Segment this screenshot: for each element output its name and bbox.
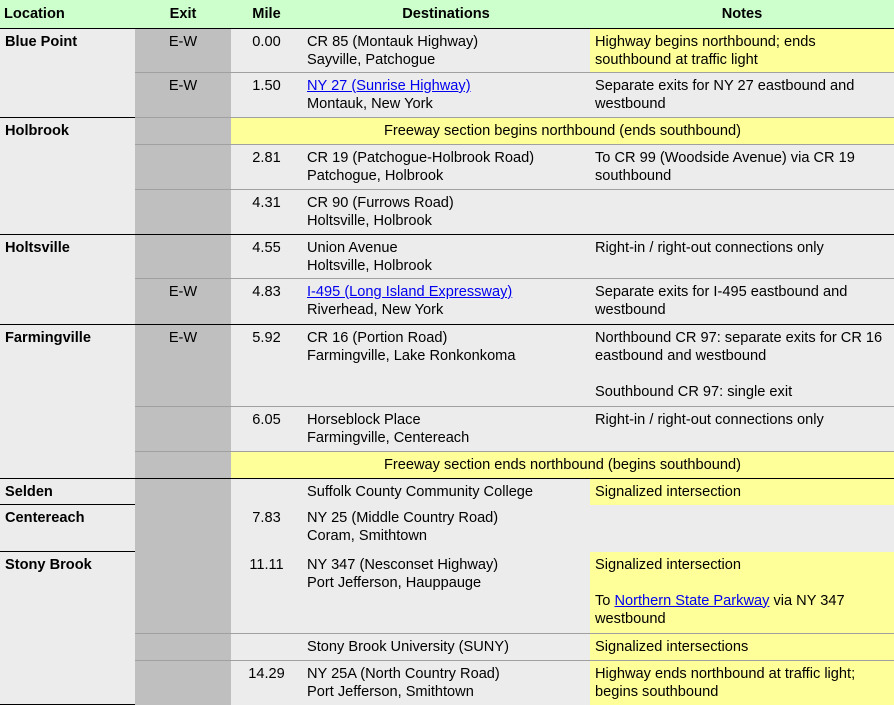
table-row	[0, 73, 894, 118]
notes-southbound: Southbound CR 97: single exit	[595, 384, 793, 400]
header-location: Location	[0, 0, 135, 29]
header-row	[0, 0, 894, 29]
destinations-cell	[302, 279, 590, 325]
destination-road: NY 25 (Middle Country Road)	[307, 509, 499, 526]
notes-cell: Separate exits for I-495 eastbound and westbound	[590, 279, 894, 325]
exit-cell	[135, 505, 231, 552]
destination-road: CR 85 (Montauk Highway)	[307, 34, 479, 50]
northern-state-parkway-link[interactable]: Northern State Parkway	[614, 592, 770, 609]
destinations-cell	[302, 505, 590, 552]
freeway-ends-note: Freeway section ends northbound (begins southbound)	[231, 452, 894, 479]
notes-cell: Separate exits for NY 27 eastbound and westbound	[590, 73, 894, 118]
exit-cell	[135, 407, 231, 452]
destinations-cell	[302, 29, 590, 73]
destination-places: Holtsville, Holbrook	[307, 258, 432, 274]
exit-cell	[135, 235, 231, 279]
notes-northbound: Northbound CR 97: separate exits for CR 16 eastbound and westbound	[595, 330, 883, 364]
destination-places: Coram, Smithtown	[307, 527, 428, 544]
notes-cell: Right-in / right-out connections only	[590, 235, 894, 279]
table-row	[0, 235, 894, 279]
header-mile: Mile	[231, 0, 302, 29]
destination-places: Port Jefferson, Smithtown	[307, 684, 474, 700]
location-cell: Holbrook	[0, 118, 135, 235]
destinations-cell	[302, 145, 590, 190]
notes-cell: Signalized intersections	[590, 634, 894, 661]
exit-cell	[135, 190, 231, 235]
notes-to-prefix: To	[595, 592, 615, 609]
exit-cell: E-W	[135, 29, 231, 73]
notes-cell: Signalized intersection	[590, 479, 894, 505]
notes-cell	[590, 325, 894, 407]
exit-cell	[135, 118, 231, 145]
destinations-cell	[302, 325, 590, 407]
exit-cell: E-W	[135, 279, 231, 325]
exit-cell	[135, 479, 231, 505]
destination-places: Port Jefferson, Hauppauge	[307, 574, 482, 591]
location-cell: Farmingville	[0, 325, 135, 479]
table-row	[0, 279, 894, 325]
notes-via-suffix: via NY 347 westbound	[595, 592, 845, 627]
destination-road: CR 19 (Patchogue-Holbrook Road)	[307, 150, 535, 166]
destinations-cell	[302, 73, 590, 118]
mile-cell: 14.29	[231, 661, 302, 705]
location-cell: Centereach	[0, 505, 135, 552]
destination-road: CR 90 (Furrows Road)	[307, 195, 454, 211]
mile-cell: 4.31	[231, 190, 302, 235]
exit-cell: E-W	[135, 73, 231, 118]
notes-cell: To CR 99 (Woodside Avenue) via CR 19 southbound	[590, 145, 894, 190]
destinations-cell	[302, 634, 590, 661]
destination-places: Sayville, Patchogue	[307, 52, 436, 68]
destination-places: Riverhead, New York	[307, 302, 444, 318]
table-row	[0, 479, 894, 505]
mile-cell: 6.05	[231, 407, 302, 452]
destination-road: Horseblock Place	[307, 412, 421, 428]
table-row	[0, 145, 894, 190]
destination-road: NY 347 (Nesconset Highway)	[307, 556, 499, 573]
i495-link[interactable]: I-495 (Long Island Expressway)	[307, 284, 513, 300]
header-exit: Exit	[135, 0, 231, 29]
mile-cell: 2.81	[231, 145, 302, 190]
notes-cell: Right-in / right-out connections only	[590, 407, 894, 452]
destination-road: Stony Brook University (SUNY)	[307, 639, 509, 655]
notes-cell	[590, 190, 894, 235]
location-cell: Stony Brook	[0, 552, 135, 705]
mile-cell: 7.83	[231, 505, 302, 552]
mile-cell: 5.92	[231, 325, 302, 407]
table-row	[0, 661, 894, 705]
table-row	[0, 407, 894, 452]
mile-cell: 0.00	[231, 29, 302, 73]
mile-cell: 4.83	[231, 279, 302, 325]
destination-places: Farmingville, Lake Ronkonkoma	[307, 348, 516, 364]
notes-cell	[590, 505, 894, 552]
destinations-cell	[302, 552, 590, 634]
notes-cell: Highway begins northbound; ends southbound at traffic light	[590, 29, 894, 73]
destinations-cell	[302, 661, 590, 705]
table-row	[0, 552, 894, 634]
destination-road: NY 25A (North Country Road)	[307, 666, 500, 682]
destination-road: Union Avenue	[307, 240, 398, 256]
location-cell: Selden	[0, 479, 135, 505]
destination-places: Holtsville, Holbrook	[307, 213, 432, 229]
mile-cell: 11.11	[231, 552, 302, 634]
location-cell: Holtsville	[0, 235, 135, 325]
mile-cell: 1.50	[231, 73, 302, 118]
destinations-cell	[302, 407, 590, 452]
freeway-begins-note: Freeway section begins northbound (ends southbound)	[231, 118, 894, 145]
destination-places: Montauk, New York	[307, 96, 433, 112]
header-destinations: Destinations	[302, 0, 590, 29]
mile-cell	[231, 479, 302, 505]
table-row	[0, 190, 894, 235]
destination-places: Farmingville, Centereach	[307, 430, 470, 446]
table-row	[0, 505, 894, 552]
exit-cell	[135, 145, 231, 190]
header-notes: Notes	[590, 0, 894, 29]
mile-cell	[231, 634, 302, 661]
table-row	[0, 325, 894, 407]
destination-road: CR 16 (Portion Road)	[307, 330, 448, 346]
exit-cell	[135, 452, 231, 479]
table-row	[0, 452, 894, 479]
destination-places: Patchogue, Holbrook	[307, 168, 444, 184]
exit-cell	[135, 634, 231, 661]
notes-cell	[590, 552, 894, 634]
exit-cell	[135, 552, 231, 634]
exit-cell	[135, 661, 231, 705]
location-cell: Blue Point	[0, 29, 135, 118]
destinations-cell	[302, 235, 590, 279]
table-row	[0, 29, 894, 73]
exit-cell: E-W	[135, 325, 231, 407]
destinations-cell	[302, 479, 590, 505]
notes-cell: Highway ends northbound at traffic light; begins southbound	[590, 661, 894, 705]
ny27-link[interactable]: NY 27 (Sunrise Highway)	[307, 78, 471, 94]
mile-cell: 4.55	[231, 235, 302, 279]
destinations-cell	[302, 190, 590, 235]
notes-signal: Signalized intersection	[595, 556, 742, 573]
destination-road: Suffolk County Community College	[307, 484, 534, 500]
table-row	[0, 118, 894, 145]
table-row	[0, 634, 894, 661]
